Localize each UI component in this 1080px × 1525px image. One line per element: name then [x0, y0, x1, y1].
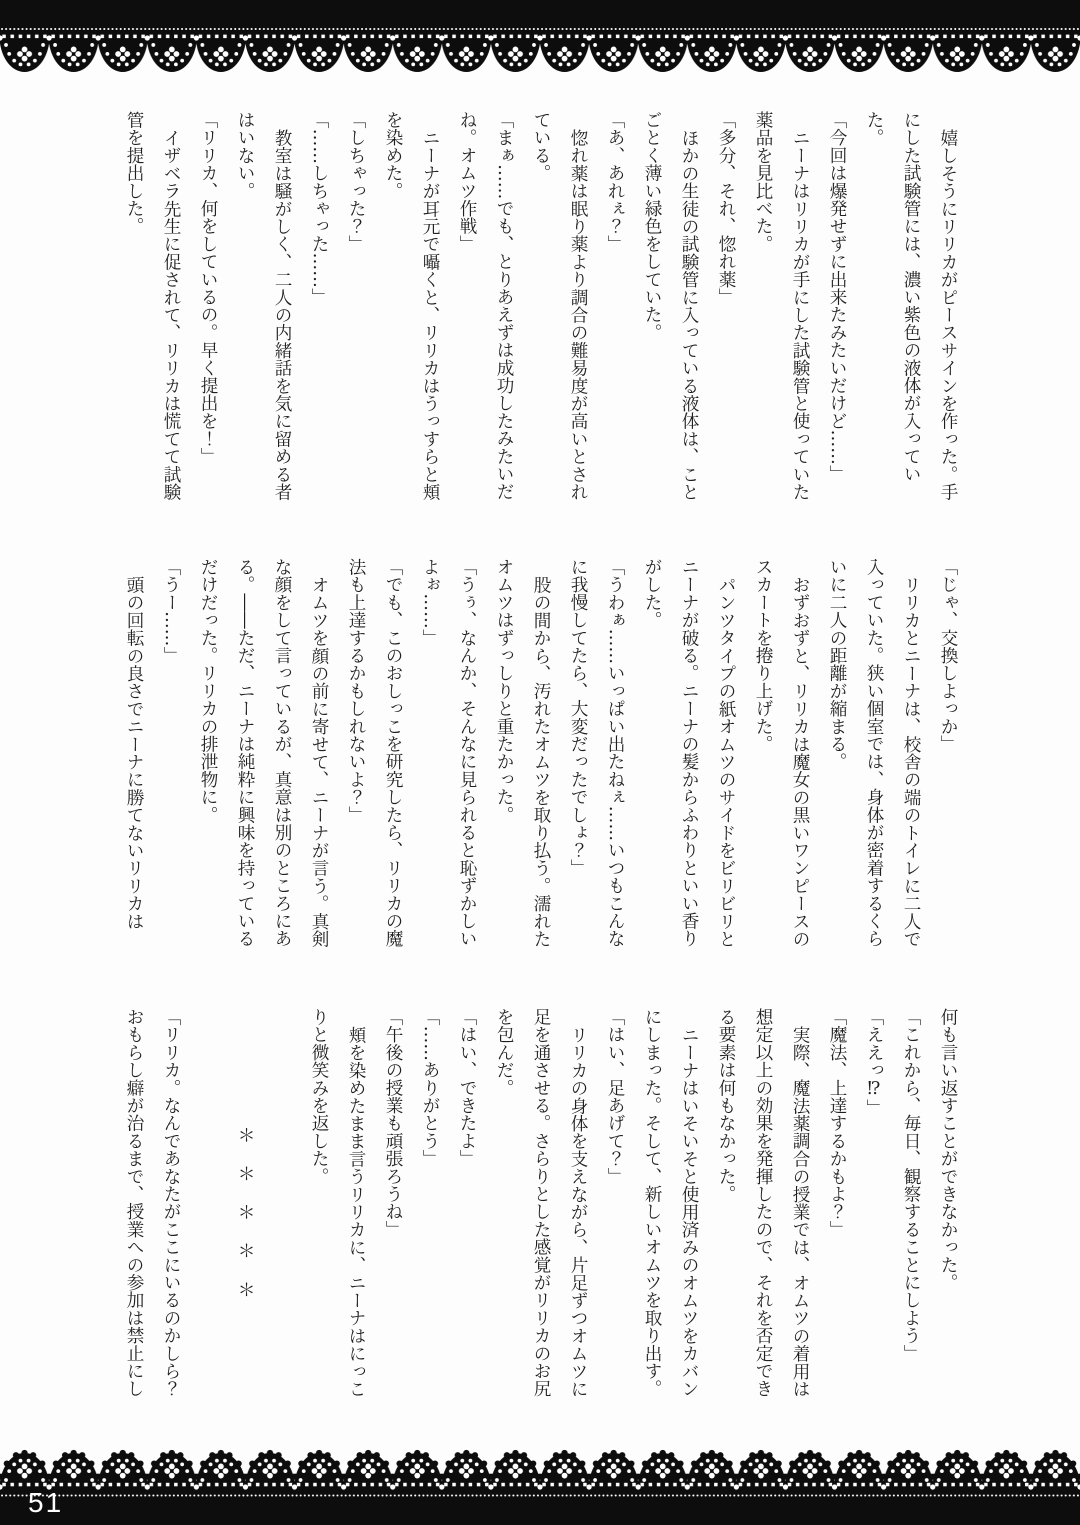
- text-section-top: [115, 111, 966, 517]
- paragraph: パンツタイプの紙オムツのサイドをビリビリとニーナが破る。ニーナの髪からふわりといい香りがした。: [642, 558, 736, 948]
- dialogue-line: 「ええっ⁉」: [864, 1008, 884, 1117]
- dialogue-line: 「はい、できたよ」: [457, 1008, 477, 1168]
- lace-border-top: [0, 0, 1080, 76]
- dialogue-line: 「リリカ、何をしているの。早く提出を！」: [198, 111, 218, 465]
- dialogue-line: 「しちゃった？」: [346, 111, 366, 253]
- paragraph: イザベラ先生に促されて、リリカは慌てて試験管を提出した。: [124, 111, 181, 501]
- dialogue-line: 「多分、それ、惚れ薬」: [716, 111, 736, 306]
- paragraph: ほかの生徒の試験管に入っている液体は、ことごとく薄い緑色をしていた。: [642, 111, 699, 501]
- paragraph: 頬を染めたまま言うリリカに、ニーナはにっこりと微笑みを返した。: [309, 1008, 366, 1398]
- dialogue-line: 「……ありがとう」: [420, 1008, 440, 1168]
- paragraph: ニーナはいそいそと使用済みのオムツをカバンにしまった。そして、新しいオムツを取り出す。: [642, 1008, 699, 1398]
- dialogue-line: 「リリカ。なんであなたがここにいるのかしら？おもらし癖が治るまで、授業への参加は禁止にし: [124, 1008, 181, 1398]
- paragraph: ニーナはリリカが手にした試験管と使っていた薬品を見比べた。: [753, 111, 810, 501]
- paragraph: 惚れ薬は眠り薬より調合の難易度が高いとされている。: [531, 111, 588, 501]
- dialogue-line: 「……しちゃった……」: [309, 111, 329, 306]
- dialogue-line: 「午後の授業も頑張ろうね」: [383, 1008, 403, 1239]
- dialogue-line: 「うわぁ……いっぱい出たねぇ……いつもこんなに我慢してたら、大変だったでしょ？」: [568, 558, 625, 948]
- text-section-bottom: [115, 1008, 966, 1414]
- dialogue-line: 「今回は爆発せずに出来たみたいだけど……」: [827, 111, 847, 483]
- dialogue-line: 「これから、毎日、観察することにしよう」: [901, 1008, 921, 1362]
- paragraph: おずおずと、リリカは魔女の黒いワンピースのスカートを捲り上げた。: [753, 558, 810, 948]
- paragraph: 嬉しそうにリリカがピースサインを作った。手にした試験管には、濃い紫色の液体が入っていた。: [864, 111, 958, 501]
- paragraph: 実際、魔法薬調合の授業では、オムツの着用は想定以上の効果を発揮したので、それを否定できる要素は何もなかった。: [716, 1008, 810, 1398]
- scene-separator: ＊＊＊＊＊: [235, 1126, 255, 1319]
- paragraph: オムツを顔の前に寄せて、ニーナが言う。真剣な顔をして言っているが、真意は別のところにある。――ただ、ニーナは純粋に興味を持っているだけだった。リリカの排泄物に。: [198, 558, 329, 948]
- paragraph: リリカの身体を支えながら、片足ずつオムツに足を通させる。さらりとした感覚がリリカのお尻を包んだ。: [494, 1008, 588, 1398]
- dialogue-line: 「あ、あれぇ？」: [605, 111, 625, 253]
- text-section-middle: [115, 558, 966, 964]
- paragraph: 頭の回転の良さでニーナに勝てないリリカは: [124, 575, 144, 930]
- dialogue-line: 「でも、このおしっこを研究したら、リリカの魔法も上達するかもしれないよ？」: [346, 558, 403, 948]
- dialogue-line: 「まぁ……でも、とりあえずは成功したみたいだね。オムツ作戦」: [457, 111, 514, 501]
- page-number: 51: [28, 1487, 64, 1518]
- dialogue-line: 「うー……」: [161, 558, 181, 665]
- paragraph: ニーナが耳元で囁くと、リリカはうっすらと頬を染めた。: [383, 111, 440, 501]
- paragraph: リリカとニーナは、校舎の端のトイレに二人で入っていた。狭い個室では、身体が密着するくらいに二人の距離が縮まる。: [827, 558, 921, 948]
- dialogue-line: 「じゃ、交換しよっか」: [938, 558, 958, 753]
- paragraph: 何も言い返すことができなかった。: [938, 1008, 958, 1292]
- lace-border-bottom: [0, 1449, 1080, 1525]
- dialogue-line: 「はい、足あげて？」: [605, 1008, 625, 1185]
- paragraph: 教室は騒がしく、二人の内緒話を気に留める者はいない。: [235, 111, 292, 501]
- paragraph: 股の間から、汚れたオムツを取り払う。濡れたオムツはずっしりと重たかった。: [494, 558, 551, 948]
- dialogue-line: 「魔法、上達するかもよ？」: [827, 1008, 847, 1239]
- dialogue-line: 「うぅ、なんか、そんなに見られると恥ずかしいよぉ……」: [420, 558, 477, 948]
